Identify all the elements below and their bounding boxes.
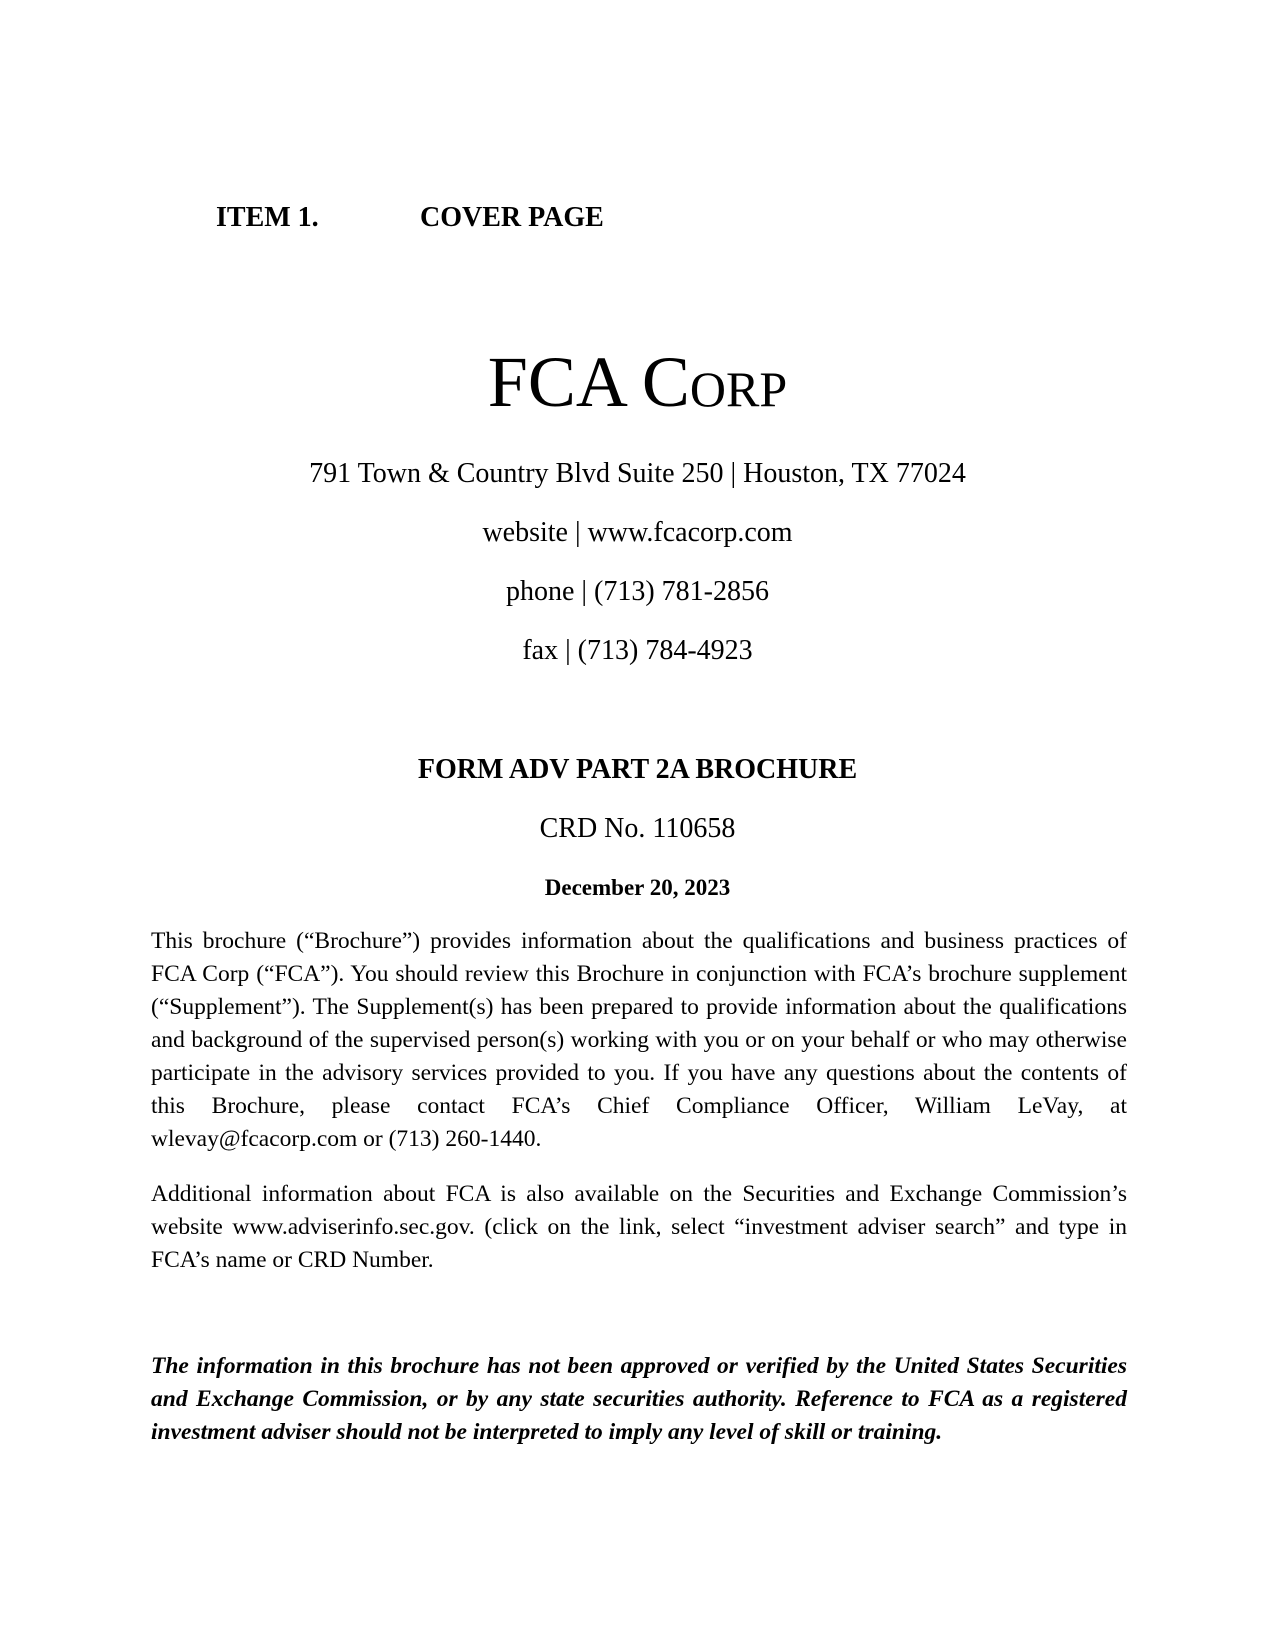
company-name: FCA Corp [487, 342, 788, 422]
item-title: COVER PAGE [420, 202, 604, 233]
company-phone: phone | (713) 781-2856 [505, 576, 769, 607]
brochure-date: December 20, 2023 [544, 875, 731, 900]
crd-number: CRD No. 110658 [539, 813, 736, 844]
additional-info-paragraph: Additional information about FCA is also available on the Securities and Exchange Commission’s website www.adviserinfo.sec.gov. (click on the link, select “investment adviser search” and type in FCA’s name or CRD Number. [151, 1181, 1127, 1273]
company-fax: fax | (713) 784-4923 [522, 635, 753, 666]
intro-paragraph: This brochure (“Brochure”) provides information about the qualifications and business practices of FCA Corp (“FCA”). You should review this Brochure in conjunction with FCA’s brochure supplement (“Supplement”). The Supplement(s) has been prepared to provide information about the qualifications and background of the supervised person(s) working with you or on your behalf or who may otherwise participate in the advisory services provided to you. If you have any questions about the contents of this Brochure, please contact FCA’s Chief Compliance Officer, William LeVay, at wlevay@fcacorp.com or (713) 260-1440. [151, 928, 1127, 1152]
company-address: 791 Town & Country Blvd Suite 250 | Houston, TX 77024 [309, 458, 966, 489]
company-website: website | www.fcacorp.com [482, 517, 793, 548]
item-heading [216, 200, 604, 236]
form-title: FORM ADV PART 2A BROCHURE [417, 754, 858, 785]
disclaimer-paragraph: The information in this brochure has not been approved or verified by the United States Securities and Exchange Commission, or by any state securities authority. Reference to FCA as a registered investment adviser should not be interpreted to imply any level of skill or training. [151, 1353, 1127, 1445]
item-number: ITEM 1. [216, 202, 319, 233]
